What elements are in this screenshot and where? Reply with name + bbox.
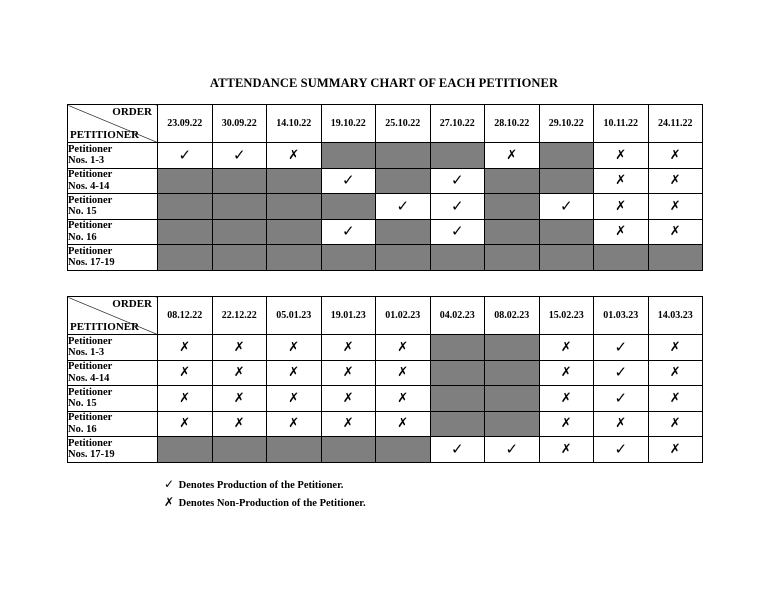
no-hearing-cell [430, 245, 485, 271]
check-mark-icon: ✓ [614, 388, 628, 407]
attendance-cell [321, 411, 376, 437]
no-hearing-cell [267, 437, 322, 463]
corner-header [68, 297, 158, 335]
no-hearing-cell [485, 411, 540, 437]
table-row [68, 437, 703, 463]
attendance-cell [648, 219, 703, 245]
no-hearing-cell [485, 194, 540, 220]
attendance-cell [376, 360, 431, 386]
attendance-cell [158, 386, 213, 412]
attendance-cell [594, 360, 649, 386]
cross-mark-icon: ✗ [164, 495, 175, 509]
check-mark-icon: ✓ [450, 439, 464, 458]
attendance-cell [158, 411, 213, 437]
cross-mark-icon: ✗ [342, 339, 354, 355]
legend-non-production [164, 495, 366, 509]
no-hearing-cell [267, 168, 322, 194]
cross-mark-icon: ✗ [397, 339, 409, 355]
date-header: 22.12.22 [212, 297, 267, 335]
row-label [68, 437, 158, 463]
attendance-cell [376, 194, 431, 220]
no-hearing-cell [158, 219, 213, 245]
attendance-cell [594, 386, 649, 412]
attendance-cell [376, 335, 431, 361]
petitioner-label: PETITIONER [70, 321, 140, 333]
check-mark-icon: ✓ [614, 337, 628, 356]
cross-mark-icon: ✗ [506, 147, 518, 163]
row-label [68, 245, 158, 271]
attendance-cell [321, 386, 376, 412]
attendance-cell [648, 411, 703, 437]
attendance-cell [485, 437, 540, 463]
check-mark-icon: ✓ [232, 145, 246, 164]
no-hearing-cell [539, 219, 594, 245]
row-label-line2: No. 15 [68, 206, 97, 218]
check-mark-icon: ✓ [450, 222, 464, 241]
date-header: 14.03.23 [648, 297, 703, 335]
cross-mark-icon: ✗ [560, 416, 572, 432]
row-label [68, 360, 158, 386]
no-hearing-cell [158, 245, 213, 271]
row-label-line1: Petitioner [68, 335, 113, 347]
attendance-cell [485, 143, 540, 169]
no-hearing-cell [267, 219, 322, 245]
no-hearing-cell [321, 143, 376, 169]
attendance-cell [376, 386, 431, 412]
no-hearing-cell [376, 219, 431, 245]
cross-mark-icon: ✗ [233, 339, 245, 355]
row-label-line2: No. 16 [68, 231, 97, 243]
attendance-cell [594, 194, 649, 220]
attendance-cell [321, 219, 376, 245]
date-header: 30.09.22 [212, 105, 267, 143]
check-mark-icon: ✓ [614, 439, 628, 458]
no-hearing-cell [212, 245, 267, 271]
attendance-cell [539, 360, 594, 386]
order-label: ORDER [112, 298, 152, 310]
no-hearing-cell [212, 219, 267, 245]
table-row [68, 245, 703, 271]
cross-mark-icon: ✗ [669, 147, 681, 163]
no-hearing-cell [321, 437, 376, 463]
attendance-cell [430, 194, 485, 220]
cross-mark-icon: ✗ [288, 147, 300, 163]
cross-mark-icon: ✗ [669, 390, 681, 406]
check-mark-icon: ✓ [450, 171, 464, 190]
page-title: ATTENDANCE SUMMARY CHART OF EACH PETITIONER [209, 76, 559, 90]
check-mark-icon: ✓ [450, 196, 464, 215]
no-hearing-cell [430, 143, 485, 169]
no-hearing-cell [648, 245, 703, 271]
cross-mark-icon: ✗ [615, 224, 627, 240]
cross-mark-icon: ✗ [179, 416, 191, 432]
row-label-line1: Petitioner [68, 194, 113, 206]
cross-mark-icon: ✗ [233, 365, 245, 381]
date-header: 19.01.23 [321, 297, 376, 335]
cross-mark-icon: ✗ [669, 224, 681, 240]
attendance-cell [158, 360, 213, 386]
cross-mark-icon: ✗ [615, 416, 627, 432]
attendance-cell [267, 335, 322, 361]
cross-mark-icon: ✗ [233, 390, 245, 406]
cross-mark-icon: ✗ [179, 365, 191, 381]
attendance-table-1 [67, 104, 703, 271]
date-header: 23.09.22 [158, 105, 213, 143]
cross-mark-icon: ✗ [669, 198, 681, 214]
row-label-line1: Petitioner [68, 220, 113, 232]
row-label-line1: Petitioner [68, 245, 113, 257]
attendance-cell [267, 411, 322, 437]
check-mark-icon: ✓ [559, 196, 573, 215]
header-row [68, 105, 703, 143]
no-hearing-cell [158, 194, 213, 220]
attendance-cell [594, 437, 649, 463]
no-hearing-cell [430, 386, 485, 412]
no-hearing-cell [485, 219, 540, 245]
attendance-cell [212, 411, 267, 437]
row-label [68, 194, 158, 220]
table-row [68, 335, 703, 361]
check-mark-icon: ✓ [164, 477, 175, 491]
row-label-line1: Petitioner [68, 143, 113, 155]
attendance-cell [376, 411, 431, 437]
no-hearing-cell [267, 194, 322, 220]
row-label-line2: No. 16 [68, 423, 97, 435]
no-hearing-cell [485, 168, 540, 194]
attendance-cell [539, 335, 594, 361]
no-hearing-cell [376, 168, 431, 194]
no-hearing-cell [212, 194, 267, 220]
no-hearing-cell [539, 143, 594, 169]
attendance-cell [321, 335, 376, 361]
cross-mark-icon: ✗ [288, 339, 300, 355]
row-label-line2: No. 15 [68, 398, 97, 410]
attendance-cell [539, 437, 594, 463]
attendance-table-2 [67, 296, 703, 463]
table-row [68, 194, 703, 220]
date-header: 29.10.22 [539, 105, 594, 143]
attendance-cell [594, 335, 649, 361]
cross-mark-icon: ✗ [179, 390, 191, 406]
attendance-cell [539, 386, 594, 412]
row-label [68, 219, 158, 245]
date-header: 24.11.22 [648, 105, 703, 143]
attendance-cell [594, 168, 649, 194]
attendance-cell [648, 143, 703, 169]
table-row [68, 411, 703, 437]
cross-mark-icon: ✗ [560, 365, 572, 381]
order-label: ORDER [112, 106, 152, 118]
attendance-cell [594, 219, 649, 245]
cross-mark-icon: ✗ [669, 365, 681, 381]
row-label-line1: Petitioner [68, 169, 113, 181]
attendance-cell [212, 360, 267, 386]
table-row [68, 360, 703, 386]
cross-mark-icon: ✗ [560, 441, 572, 457]
attendance-cell [430, 168, 485, 194]
check-mark-icon: ✓ [341, 171, 355, 190]
row-label [68, 411, 158, 437]
cross-mark-icon: ✗ [669, 416, 681, 432]
no-hearing-cell [376, 245, 431, 271]
date-header: 19.10.22 [321, 105, 376, 143]
no-hearing-cell [376, 437, 431, 463]
date-header: 10.11.22 [594, 105, 649, 143]
no-hearing-cell [430, 360, 485, 386]
attendance-cell [212, 143, 267, 169]
row-label-line2: Nos. 4-14 [68, 180, 110, 192]
no-hearing-cell [212, 437, 267, 463]
attendance-cell [648, 360, 703, 386]
no-hearing-cell [267, 245, 322, 271]
no-hearing-cell [485, 360, 540, 386]
row-label-line1: Petitioner [68, 361, 113, 373]
date-header: 08.02.23 [485, 297, 540, 335]
attendance-cell [321, 168, 376, 194]
date-header: 28.10.22 [485, 105, 540, 143]
cross-mark-icon: ✗ [342, 365, 354, 381]
row-label [68, 335, 158, 361]
attendance-cell [321, 360, 376, 386]
row-label [68, 143, 158, 169]
no-hearing-cell [485, 245, 540, 271]
check-mark-icon: ✓ [505, 439, 519, 458]
cross-mark-icon: ✗ [288, 416, 300, 432]
no-hearing-cell [485, 335, 540, 361]
no-hearing-cell [430, 411, 485, 437]
cross-mark-icon: ✗ [288, 365, 300, 381]
petitioner-label: PETITIONER [70, 129, 140, 141]
row-label [68, 168, 158, 194]
no-hearing-cell [212, 168, 267, 194]
attendance-cell [648, 386, 703, 412]
row-label-line2: Nos. 4-14 [68, 372, 110, 384]
cross-mark-icon: ✗ [397, 365, 409, 381]
attendance-cell [648, 335, 703, 361]
attendance-cell [594, 411, 649, 437]
check-mark-icon: ✓ [396, 196, 410, 215]
attendance-cell [430, 437, 485, 463]
cross-mark-icon: ✗ [669, 339, 681, 355]
attendance-cell [648, 437, 703, 463]
check-mark-icon: ✓ [614, 363, 628, 382]
cross-mark-icon: ✗ [397, 416, 409, 432]
attendance-cell [158, 143, 213, 169]
row-label-line2: Nos. 17-19 [68, 257, 115, 269]
date-header: 08.12.22 [158, 297, 213, 335]
cross-mark-icon: ✗ [342, 416, 354, 432]
cross-mark-icon: ✗ [233, 416, 245, 432]
no-hearing-cell [376, 143, 431, 169]
no-hearing-cell [485, 386, 540, 412]
date-header: 05.01.23 [267, 297, 322, 335]
check-mark-icon: ✓ [178, 145, 192, 164]
corner-header [68, 105, 158, 143]
row-label-line2: Nos. 17-19 [68, 449, 115, 461]
cross-mark-icon: ✗ [342, 390, 354, 406]
no-hearing-cell [321, 245, 376, 271]
attendance-cell [267, 360, 322, 386]
no-hearing-cell [539, 168, 594, 194]
no-hearing-cell [158, 437, 213, 463]
no-hearing-cell [594, 245, 649, 271]
cross-mark-icon: ✗ [615, 147, 627, 163]
date-header: 01.02.23 [376, 297, 431, 335]
table-row [68, 386, 703, 412]
cross-mark-icon: ✗ [560, 390, 572, 406]
attendance-cell [158, 335, 213, 361]
attendance-cell [539, 194, 594, 220]
row-label-line1: Petitioner [68, 437, 113, 449]
cross-mark-icon: ✗ [179, 339, 191, 355]
table-row [68, 168, 703, 194]
attendance-cell [212, 386, 267, 412]
no-hearing-cell [539, 245, 594, 271]
date-header: 27.10.22 [430, 105, 485, 143]
table-row [68, 143, 703, 169]
date-header: 14.10.22 [267, 105, 322, 143]
cross-mark-icon: ✗ [615, 173, 627, 189]
row-label-line2: Nos. 1-3 [68, 155, 105, 167]
cross-mark-icon: ✗ [669, 441, 681, 457]
check-mark-icon: ✓ [341, 222, 355, 241]
attendance-cell [539, 411, 594, 437]
date-header: 04.02.23 [430, 297, 485, 335]
cross-mark-icon: ✗ [397, 390, 409, 406]
date-header: 25.10.22 [376, 105, 431, 143]
cross-mark-icon: ✗ [560, 339, 572, 355]
date-header: 15.02.23 [539, 297, 594, 335]
attendance-cell [648, 194, 703, 220]
attendance-cell [212, 335, 267, 361]
row-label [68, 386, 158, 412]
attendance-cell [648, 168, 703, 194]
cross-mark-icon: ✗ [615, 198, 627, 214]
legend-production [164, 477, 343, 491]
row-label-line1: Petitioner [68, 386, 113, 398]
date-header: 01.03.23 [594, 297, 649, 335]
attendance-cell [430, 219, 485, 245]
attendance-cell [267, 386, 322, 412]
legend-production-text: Denotes Production of the Petitioner. [178, 480, 344, 491]
cross-mark-icon: ✗ [669, 173, 681, 189]
table-row [68, 219, 703, 245]
legend-non-production-text: Denotes Non-Production of the Petitioner. [178, 498, 366, 509]
attendance-cell [594, 143, 649, 169]
no-hearing-cell [321, 194, 376, 220]
attendance-cell [267, 143, 322, 169]
header-row [68, 297, 703, 335]
no-hearing-cell [158, 168, 213, 194]
row-label-line1: Petitioner [68, 412, 113, 424]
no-hearing-cell [430, 335, 485, 361]
row-label-line2: Nos. 1-3 [68, 347, 105, 359]
cross-mark-icon: ✗ [288, 390, 300, 406]
